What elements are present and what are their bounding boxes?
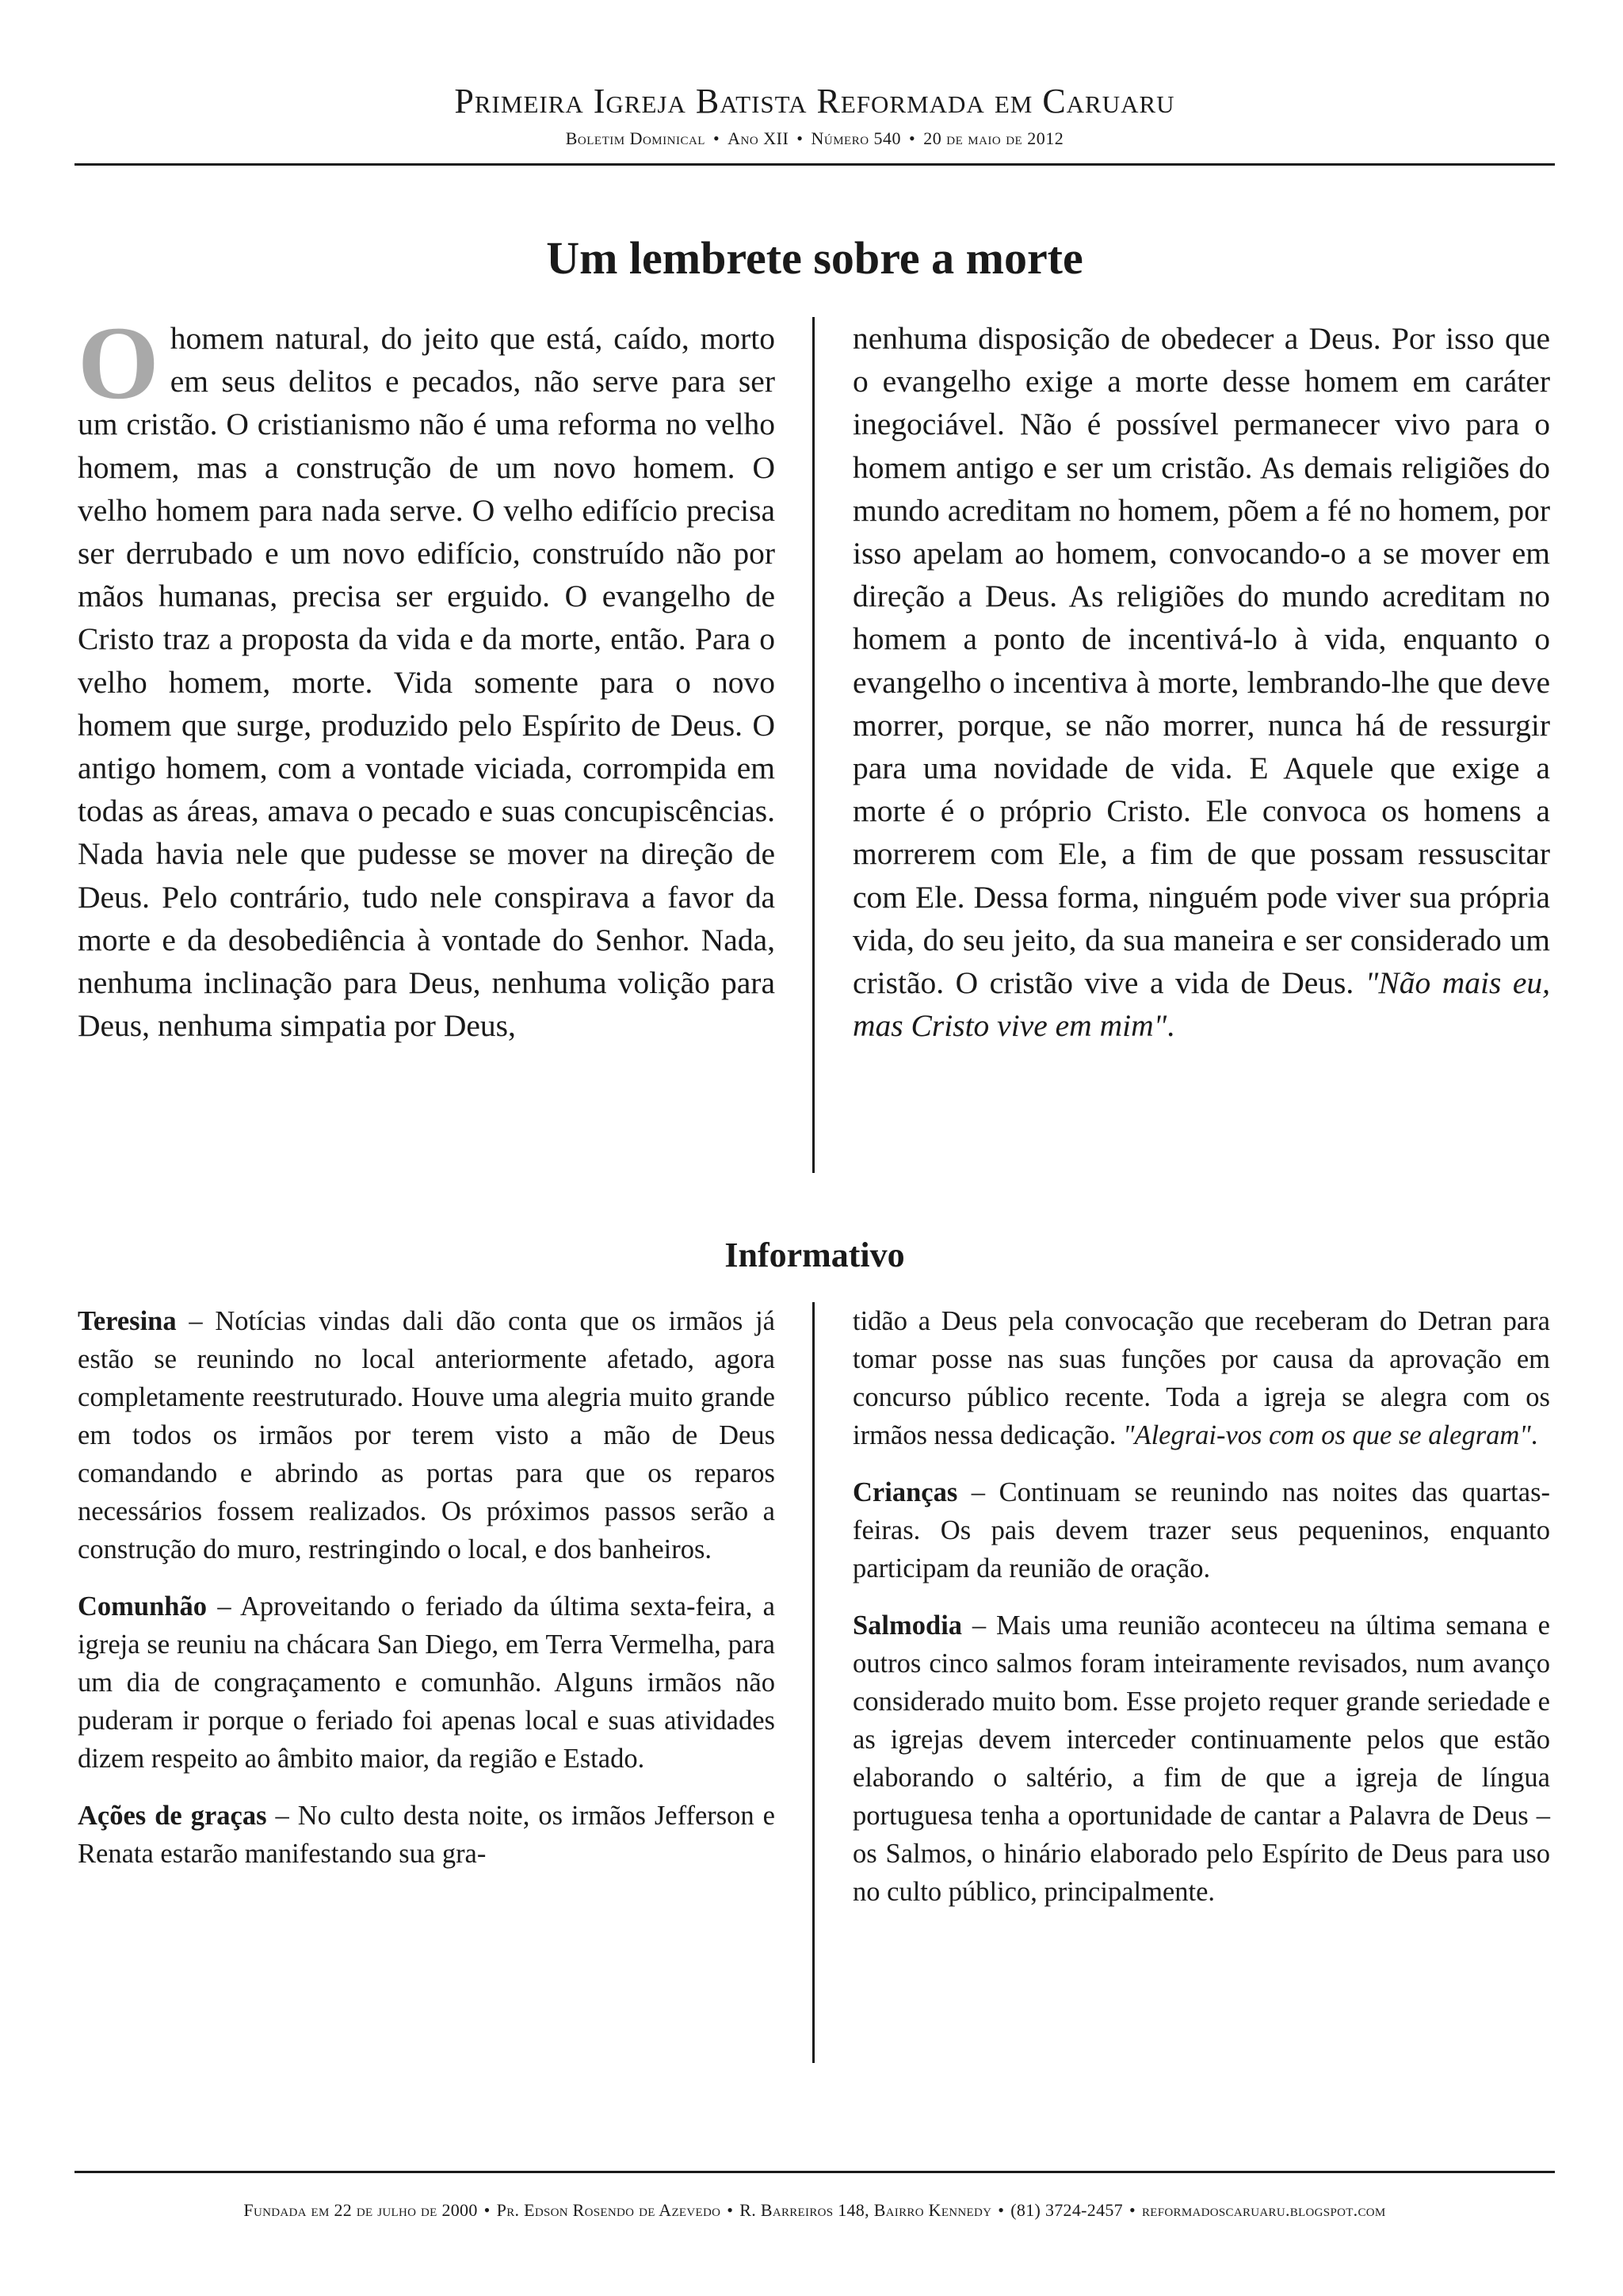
separator-dot: • xyxy=(712,128,720,148)
masthead xyxy=(74,79,1555,151)
separator-dot: • xyxy=(483,2200,491,2220)
news-text: – No culto desta noite, os irmãos Jefferson e Renata estarão manifestando sua gra- xyxy=(78,1801,775,1869)
news-heading: Teresina xyxy=(78,1306,177,1336)
news-quote: "Alegrai-vos com os que se alegram" xyxy=(1123,1420,1531,1450)
article-column-right xyxy=(853,317,1550,1047)
bulletin-label: Boletim Dominical xyxy=(565,128,705,148)
bulletin-year: Ano XII xyxy=(727,128,789,148)
news-quote-end: . xyxy=(1530,1420,1538,1450)
separator-dot: • xyxy=(796,128,804,148)
news-heading: Crianças xyxy=(853,1477,958,1507)
church-name: Primeira Igreja Batista Reformada em Caruaru xyxy=(454,82,1175,120)
footer-rule xyxy=(74,2171,1555,2173)
bulletin-number: Número 540 xyxy=(811,128,902,148)
informativo-column-left xyxy=(78,1302,775,1892)
article-column-divider xyxy=(812,317,815,1173)
news-item-comunhao xyxy=(78,1587,775,1778)
footer xyxy=(74,2199,1555,2222)
article-column-left xyxy=(78,304,775,1047)
header-rule xyxy=(74,163,1555,166)
news-item-acoes-continued xyxy=(853,1302,1550,1454)
separator-dot: • xyxy=(909,128,916,148)
article-paragraph xyxy=(853,317,1550,1047)
article-paragraph xyxy=(78,304,775,1047)
bulletin-date: 20 de maio de 2012 xyxy=(923,128,1064,148)
news-heading: Ações de graças xyxy=(78,1801,267,1831)
news-item-acoes xyxy=(78,1797,775,1873)
article-text-right: nenhuma disposição de obedecer a Deus. Por isso que o evangelho exige a morte desse homem em caráter inegociável. Não é possível permanecer vivo para o homem antigo e ser um cristão. As demais religiões do mundo acreditam no homem, põem a fé no homem, por isso apelam ao homem, convocando-o a se mover em direção a Deus. As religiões do mundo acreditam no homem a ponto de incentivá-lo à vida, enquanto o evangelho o incentiva à morte, lembrando-lhe que deve morrer, porque, se não morrer, nunca há de ressurgir para uma novidade de vida. E Aquele que exige a morte é o próprio Cristo. Ele convoca os homens a morrerem com Ele, a fim de que possam ressuscitar com Ele. Dessa forma, ninguém pode viver sua própria vida, do seu jeito, da sua maneira e ser considerado um cristão. O cristão vive a vida de Deus. xyxy=(853,321,1550,1001)
informativo-column-divider xyxy=(812,1302,815,2063)
bulletin-info xyxy=(74,127,1555,151)
news-text: – Mais uma reunião aconteceu na última semana e outros cinco salmos foram inteiramente revisados, num avanço considerado muito bom. Esse projeto requer grande seriedade e as igrejas devem interceder continuamente pelos que estão elaborando o saltério, a fim de que a igreja de língua portuguesa tenha a oportunidade de cantar a Palavra de Deus – os Salmos, o hinário elaborado pelo Espírito de Deus para uso no culto público, principalmente. xyxy=(853,1610,1550,1907)
news-text: – Notícias vindas dali dão conta que os irmãos já estão se reunindo no local anteriormente afetado, agora completamente reestruturado. Houve uma alegria muito grande em todos os irmãos por terem visto a mão de Deus comandando e abrindo as portas para que os reparos necessários fossem realizados. Os próximos passos serão a construção do muro, restringindo o local, e dos banheiros. xyxy=(78,1306,775,1564)
news-text: – Continuam se reunindo nas noites das quartas-feiras. Os pais devem trazer seus pequeninos, enquanto participam da reunião de oração. xyxy=(853,1477,1550,1584)
news-text: tidão a Deus pela convocação que receberam do Detran para tomar posse nas suas funções por causa da aprovação em concurso público recente. Toda a igreja se alegra com os irmãos nessa dedicação. xyxy=(853,1306,1550,1450)
news-heading: Comunhão xyxy=(78,1591,207,1622)
news-text: – Aproveitando o feriado da última sexta-feira, a igreja se reuniu na chácara San Diego, em Terra Vermelha, para um dia de congraçamento e comunhão. Alguns irmãos não puderam ir porque o feriado foi apenas local e suas atividades dizem respeito ao âmbito maior, da região e Estado. xyxy=(78,1591,775,1774)
informativo-title: Informativo xyxy=(724,1236,905,1274)
article-text-left: homem natural, do jeito que está, caído, morto em seus delitos e pecados, não serve para ser um cristão. O cristianismo não é uma reforma no velho homem, mas a construção de um novo homem. O velho homem para nada serve. O velho edifício precisa ser derrubado e um novo edifício, construído não por mãos humanas, precisa ser erguido. O evangelho de Cristo traz a proposta da vida e da morte, então. Para o velho homem, morte. Vida somente para o novo homem que surge, produzido pelo Espírito de Deus. O antigo homem, com a vontade viciada, corrompida em todas as áreas, amava o pecado e suas concupiscências. Nada havia nele que pudesse se mover na direção de Deus. Pelo contrário, tudo nele conspirava a favor da morte e da desobediência à vontade do Senhor. Nada, nenhuma inclinação para Deus, nenhuma volição para Deus, nenhuma simpatia por Deus, xyxy=(78,321,775,1044)
footer-pastor: Pr. Edson Rosendo de Azevedo xyxy=(496,2200,721,2220)
informativo-column-right xyxy=(853,1302,1550,1930)
footer-phone: (81) 3724-2457 xyxy=(1010,2200,1123,2220)
news-heading: Salmodia xyxy=(853,1610,963,1641)
news-item-criancas xyxy=(853,1473,1550,1587)
article-quote: "Não mais eu, mas Cristo vive em mim" xyxy=(853,965,1550,1044)
footer-website[interactable]: reformadoscaruaru.blogspot.com xyxy=(1142,2200,1386,2220)
article-quote-end: . xyxy=(1167,1008,1175,1044)
news-item-salmodia xyxy=(853,1606,1550,1911)
drop-cap: O xyxy=(78,304,159,421)
footer-address: R. Barreiros 148, Bairro Kennedy xyxy=(739,2200,992,2220)
footer-founded: Fundada em 22 de julho de 2000 xyxy=(243,2200,478,2220)
article-title: Um lembrete sobre a morte xyxy=(546,232,1083,284)
separator-dot: • xyxy=(998,2200,1005,2220)
separator-dot: • xyxy=(727,2200,734,2220)
news-item-teresina xyxy=(78,1302,775,1568)
separator-dot: • xyxy=(1128,2200,1136,2220)
